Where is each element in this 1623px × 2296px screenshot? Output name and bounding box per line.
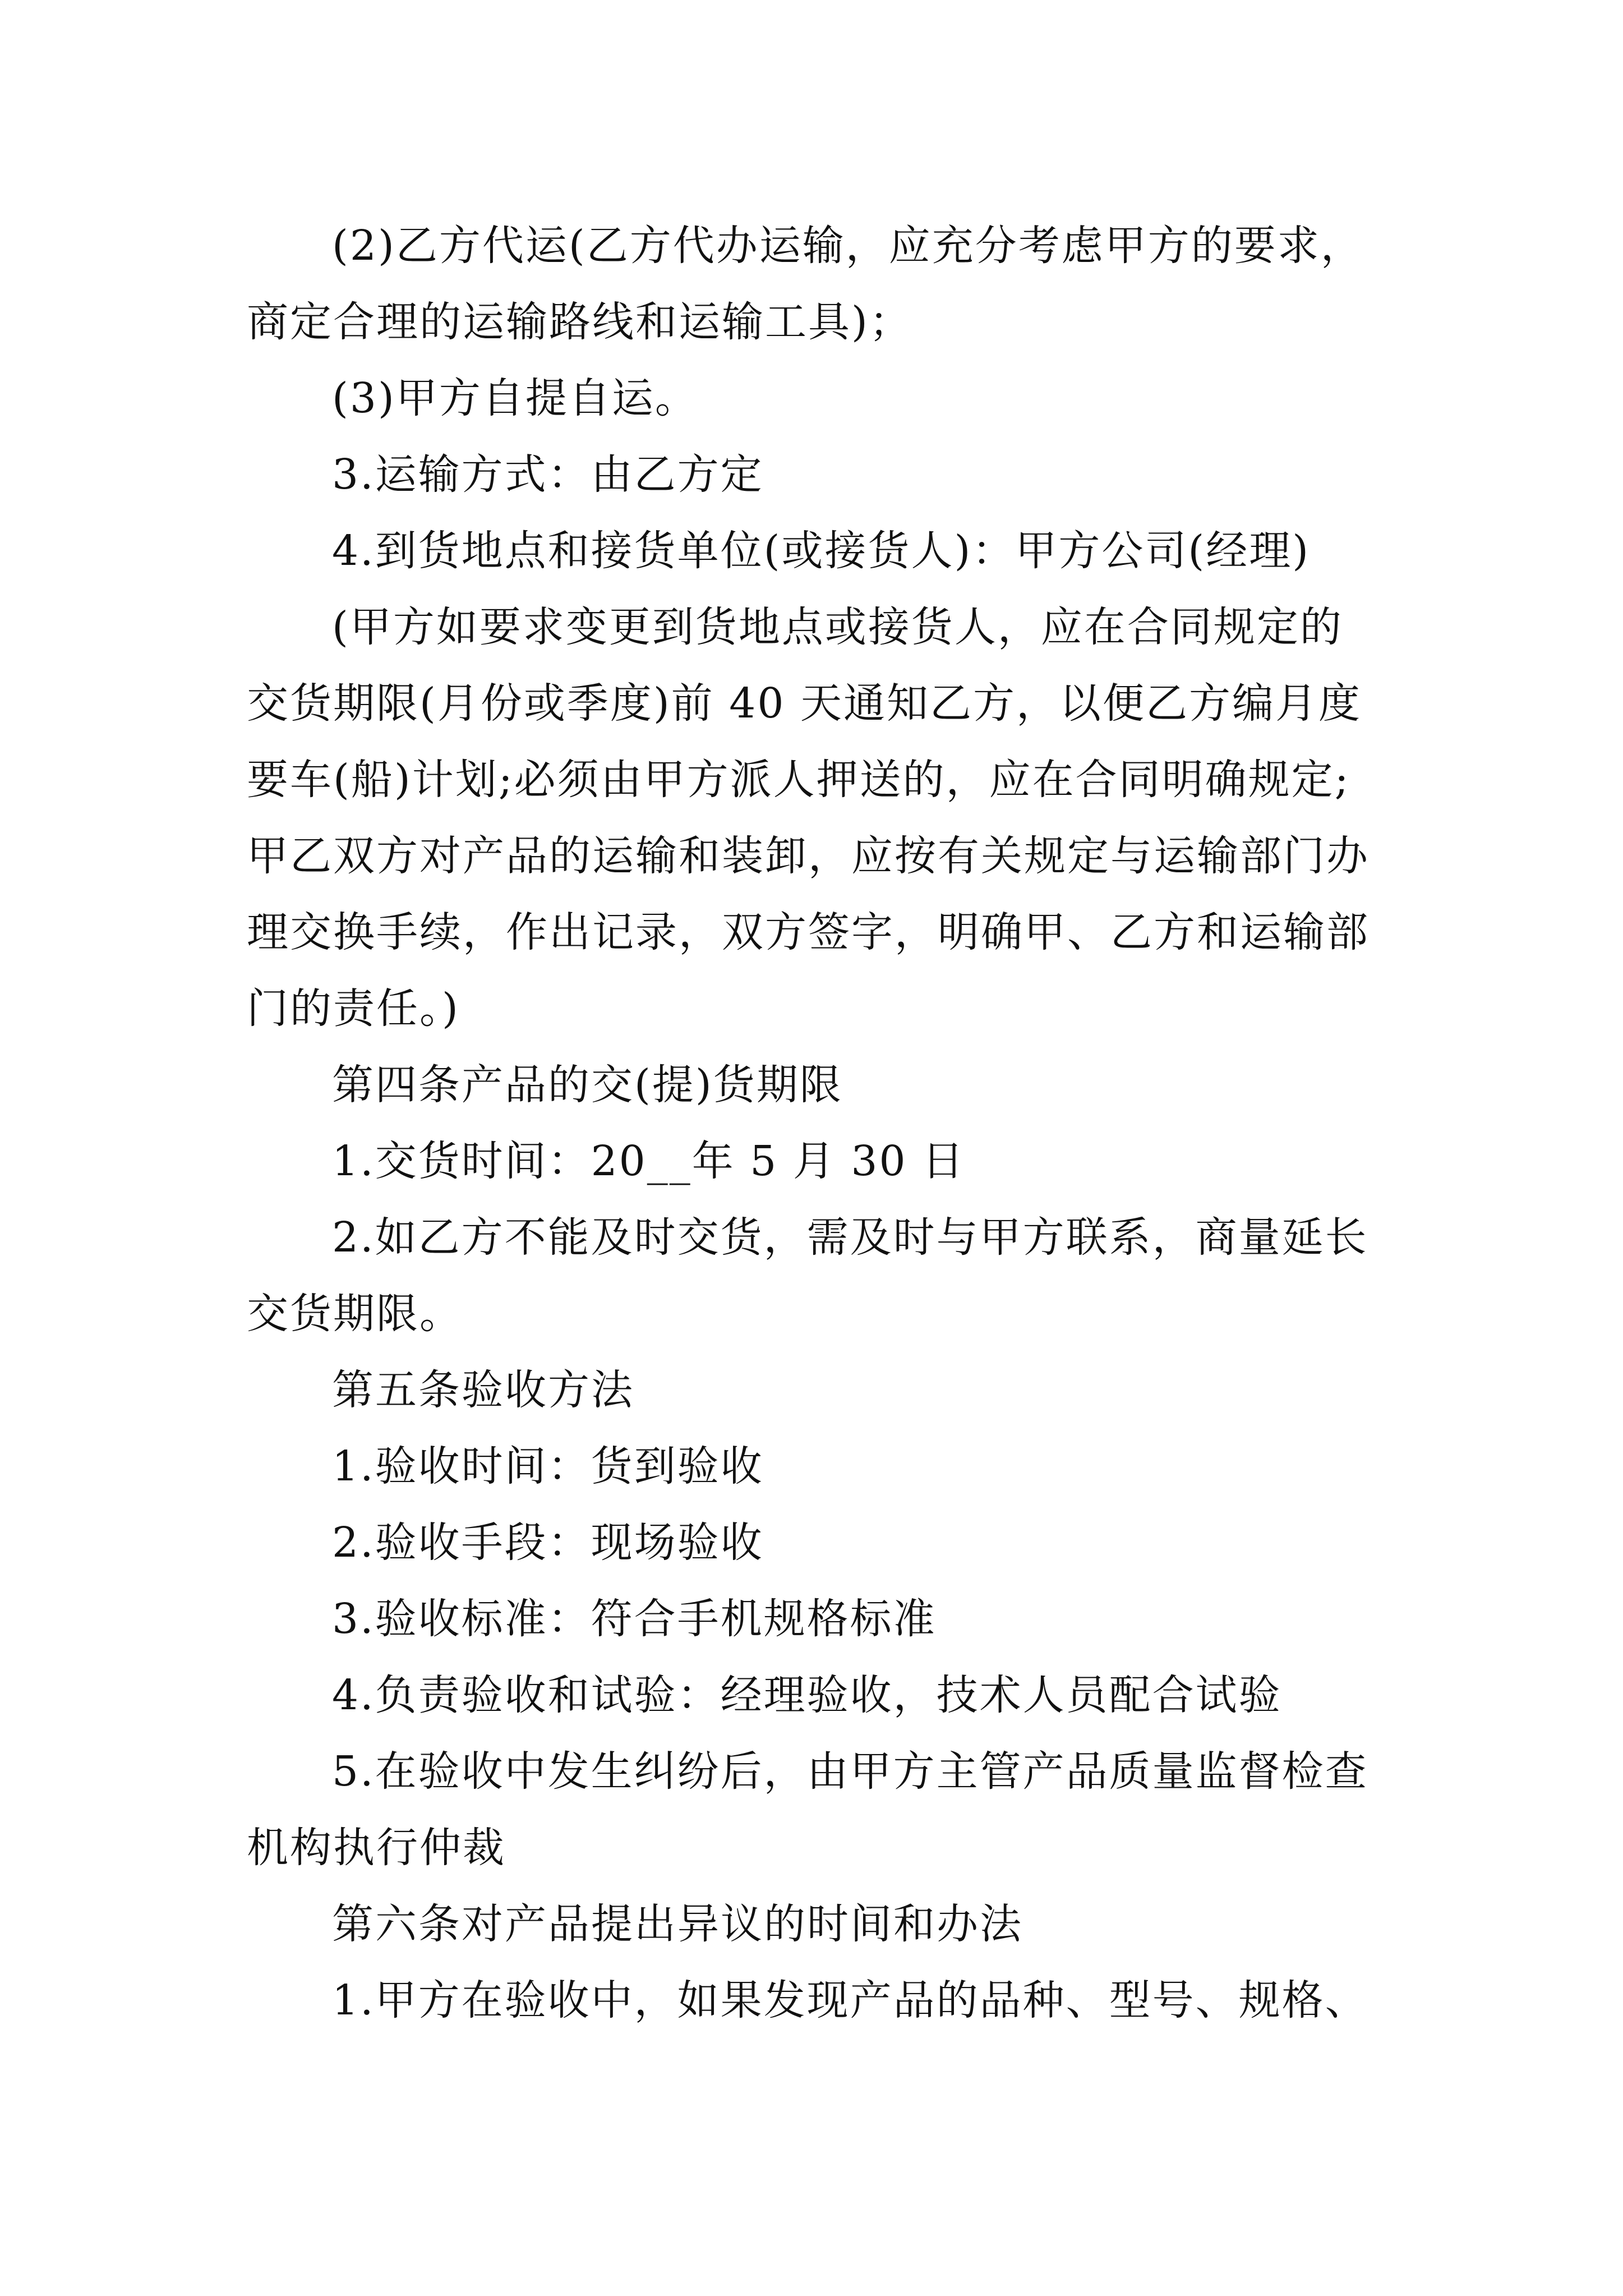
section-heading: 第四条产品的交(提)货期限 [332,1061,843,1109]
text-line: (3)甲方自提自运。 [332,374,698,422]
text-line: 2.验收手段：现场验收 [332,1519,764,1567]
text-line: 1.甲方在验收中，如果发现产品的品种、型号、规格、 [332,1976,1368,2024]
text-line: 1.交货时间：20__年 5 月 30 日 [332,1137,966,1185]
text-line: (2)乙方代运(乙方代办运输，应充分考虑甲方的要求， [332,222,1364,270]
text-line: 交货期限(月份或季度)前 40 天通知乙方，以便乙方编月度 [247,679,1362,728]
text-line: 1.验收时间：货到验收 [332,1442,764,1490]
text-line: 4.负责验收和试验：经理验收，技术人员配合试验 [332,1671,1282,1719]
text-line: 2.如乙方不能及时交货，需及时与甲方联系，商量延长 [332,1213,1368,1262]
text-line: 商定合理的运输路线和运输工具)； [247,298,912,346]
text-line: 甲乙双方对产品的运输和装卸，应按有关规定与运输部门办 [247,832,1370,880]
text-line: 3.验收标准：符合手机规格标准 [332,1595,937,1643]
text-line: 4.到货地点和接货单位(或接货人)：甲方公司(经理) [332,527,1311,575]
text-line: 交货期限。 [247,1290,463,1338]
text-line: 5.在验收中发生纠纷后，由甲方主管产品质量监督检查 [332,1747,1368,1796]
text-line: 要车(船)计划;必须由甲方派人押送的，应在合同明确规定; [247,756,1350,804]
text-line: 3.运输方式：由乙方定 [332,450,764,499]
section-heading: 第六条对产品提出异议的时间和办法 [332,1900,1023,1948]
text-line: (甲方如要求变更到货地点或接货人，应在合同规定的 [332,603,1343,651]
document-body [247,208,1402,2039]
text-line: 理交换手续，作出记录，双方签字，明确甲、乙方和运输部 [247,908,1370,956]
text-line: 门的责任。) [247,984,460,1033]
section-heading: 第五条验收方法 [332,1366,634,1414]
text-line: 机构执行仲裁 [247,1824,506,1872]
